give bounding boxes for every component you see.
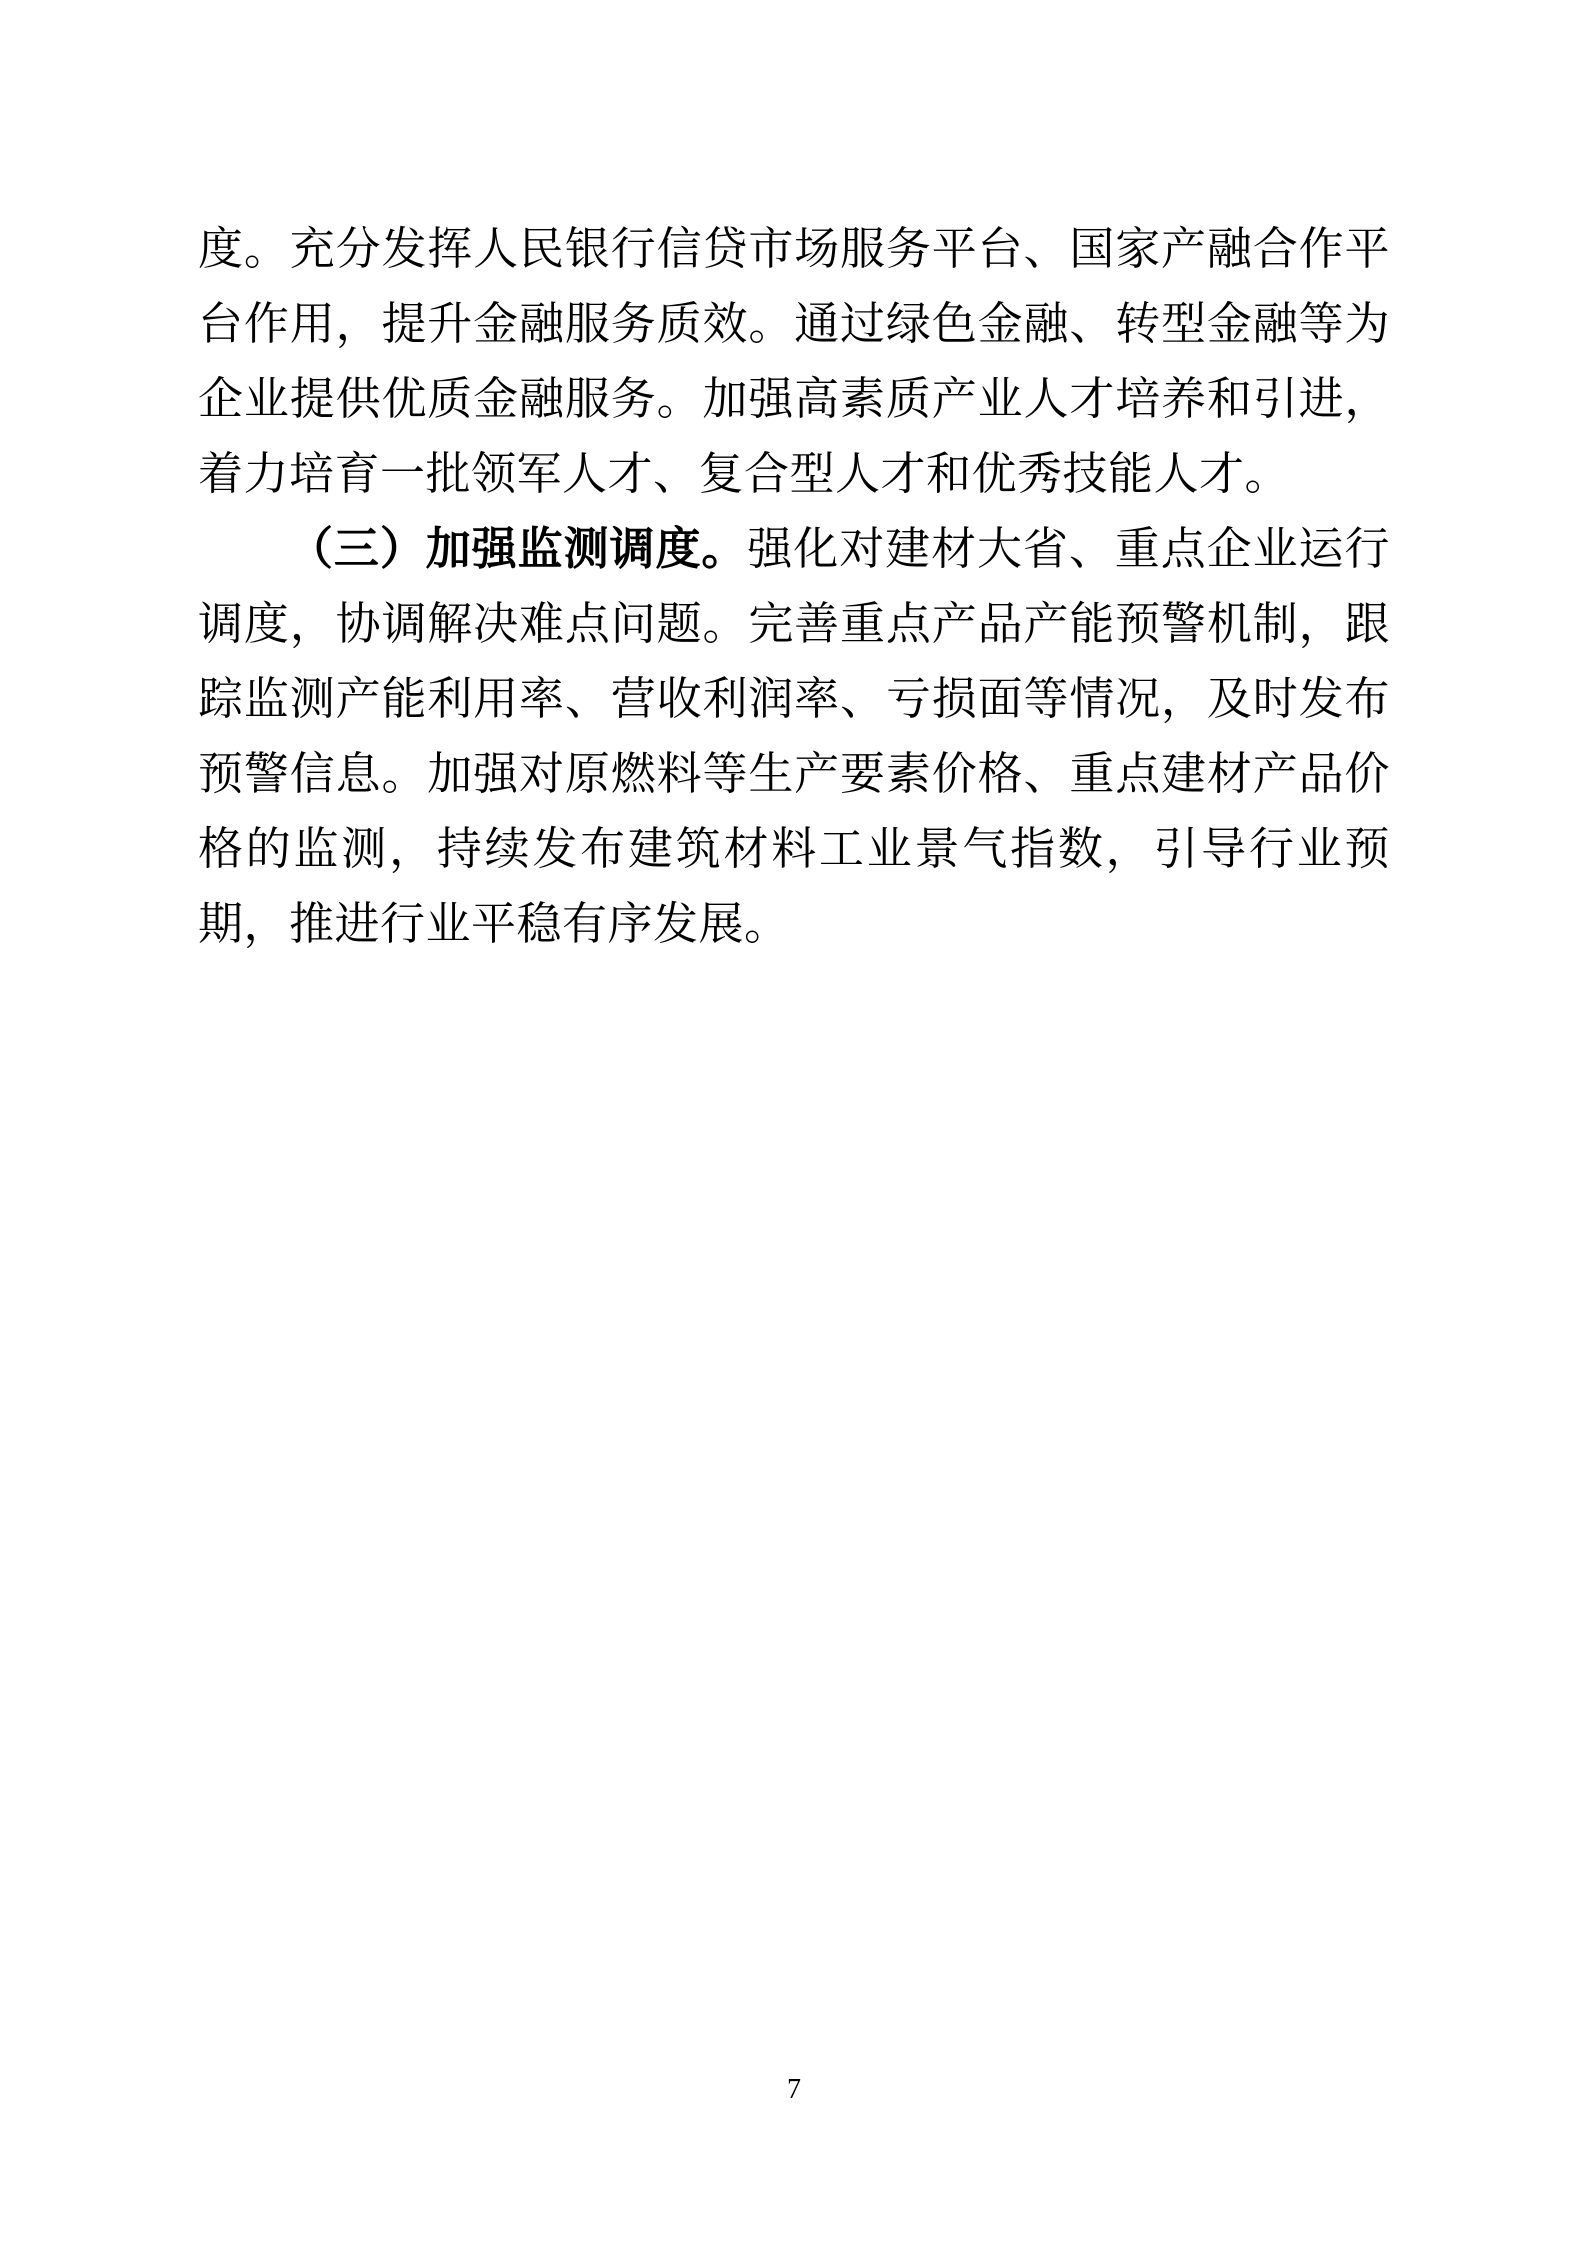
document-body bbox=[198, 212, 1390, 962]
paragraph-item-three-lead: （三）加强监测调度。 bbox=[288, 524, 748, 574]
paragraph-continuation-text: 度。充分发挥人民银行信贷市场服务平台、国家产融合作平台作用，提升金融服务质效。通过绿色金融、转型金融等为企业提供优质金融服务。加强高素质产业人才培养和引进，着力培育一批领军人才、复合型人才和优秀技能人才。 bbox=[198, 224, 1390, 499]
page-number: 7 bbox=[787, 2074, 801, 2105]
paragraph-continuation bbox=[198, 212, 1390, 512]
paragraph-item-three bbox=[198, 512, 1390, 962]
paragraph-item-three-text: 强化对建材大省、重点企业运行调度，协调解决难点问题。完善重点产品产能预警机制，跟踪监测产能利用率、营收利润率、亏损面等情况，及时发布预警信息。加强对原燃料等生产要素价格、重点建材产品价格的监测，持续发布建筑材料工业景气指数，引导行业预期，推进行业平稳有序发展。 bbox=[198, 524, 1390, 949]
